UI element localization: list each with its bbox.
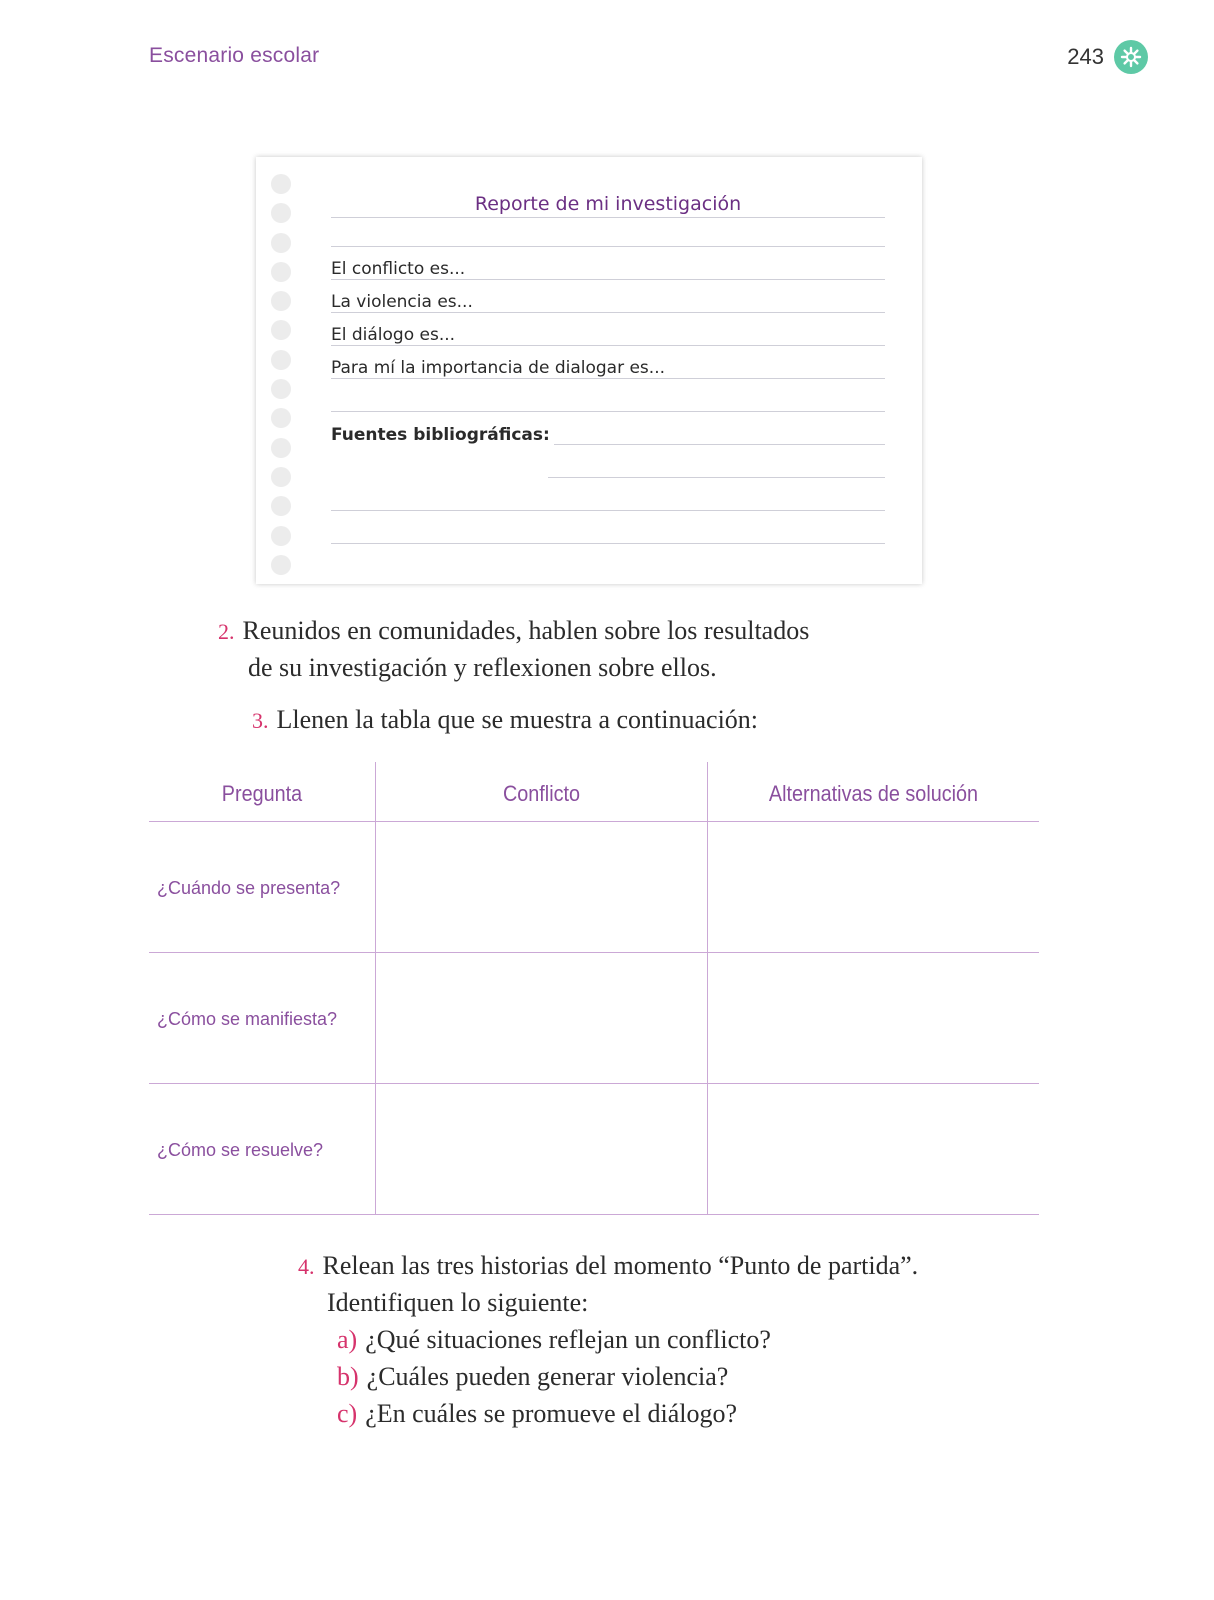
table-header-solutions: Alternativas de solución — [768, 781, 979, 806]
activity-text: Relean las tres historias del momento “Punto de partida”. — [322, 1251, 919, 1280]
table-header-conflict: Conflicto — [502, 781, 581, 806]
table-row-how-manifests: ¿Cómo se manifiesta? — [157, 1009, 338, 1029]
activity-number: 4. — [298, 1254, 315, 1279]
report-line-importance: Para mí la importancia de dialogar es... — [331, 358, 669, 378]
section-title: Escenario escolar — [149, 44, 320, 67]
report-line-violence: La violencia es... — [331, 292, 477, 312]
list-item-text: ¿En cuáles se promueve el diálogo? — [365, 1399, 737, 1428]
activity-4 — [298, 1247, 918, 1285]
report-line-conflict: El conflicto es... — [331, 259, 469, 279]
activity-4-continued: Identifiquen lo siguiente: — [327, 1288, 589, 1317]
activity-text: Reunidos en comunidades, hablen sobre los resultados — [242, 616, 810, 645]
list-item-letter: c) — [337, 1399, 358, 1428]
activity-number: 2. — [218, 619, 235, 644]
research-report-card — [256, 157, 922, 584]
list-item-text: ¿Qué situaciones reflejan un conflicto? — [365, 1325, 771, 1354]
table-row-how-resolved: ¿Cómo se resuelve? — [157, 1140, 324, 1160]
activity-number: 3. — [252, 708, 269, 733]
activity-2 — [218, 612, 809, 650]
activity-text: Llenen la tabla que se muestra a continuación: — [276, 705, 759, 734]
list-item — [337, 1358, 728, 1395]
list-item — [337, 1321, 771, 1358]
activity-3 — [252, 701, 758, 739]
list-item — [337, 1395, 737, 1432]
table-header-question: Pregunta — [221, 781, 303, 806]
list-item-text: ¿Cuáles pueden generar violencia? — [366, 1362, 729, 1391]
flower-icon — [1114, 40, 1148, 74]
activity-2-continued: de su investigación y reflexionen sobre ellos. — [248, 653, 717, 682]
report-line-dialogue: El diálogo es... — [331, 325, 459, 345]
notebook-holes — [271, 174, 291, 584]
page-header-right — [1067, 40, 1148, 74]
report-title: Reporte de mi investigación — [474, 193, 742, 215]
page-number: 243 — [1067, 44, 1104, 69]
table-row-when: ¿Cuándo se presenta? — [157, 878, 341, 898]
list-item-letter: b) — [337, 1362, 359, 1391]
list-item-letter: a) — [337, 1325, 358, 1354]
report-sources-label: Fuentes bibliográficas: — [331, 425, 554, 445]
